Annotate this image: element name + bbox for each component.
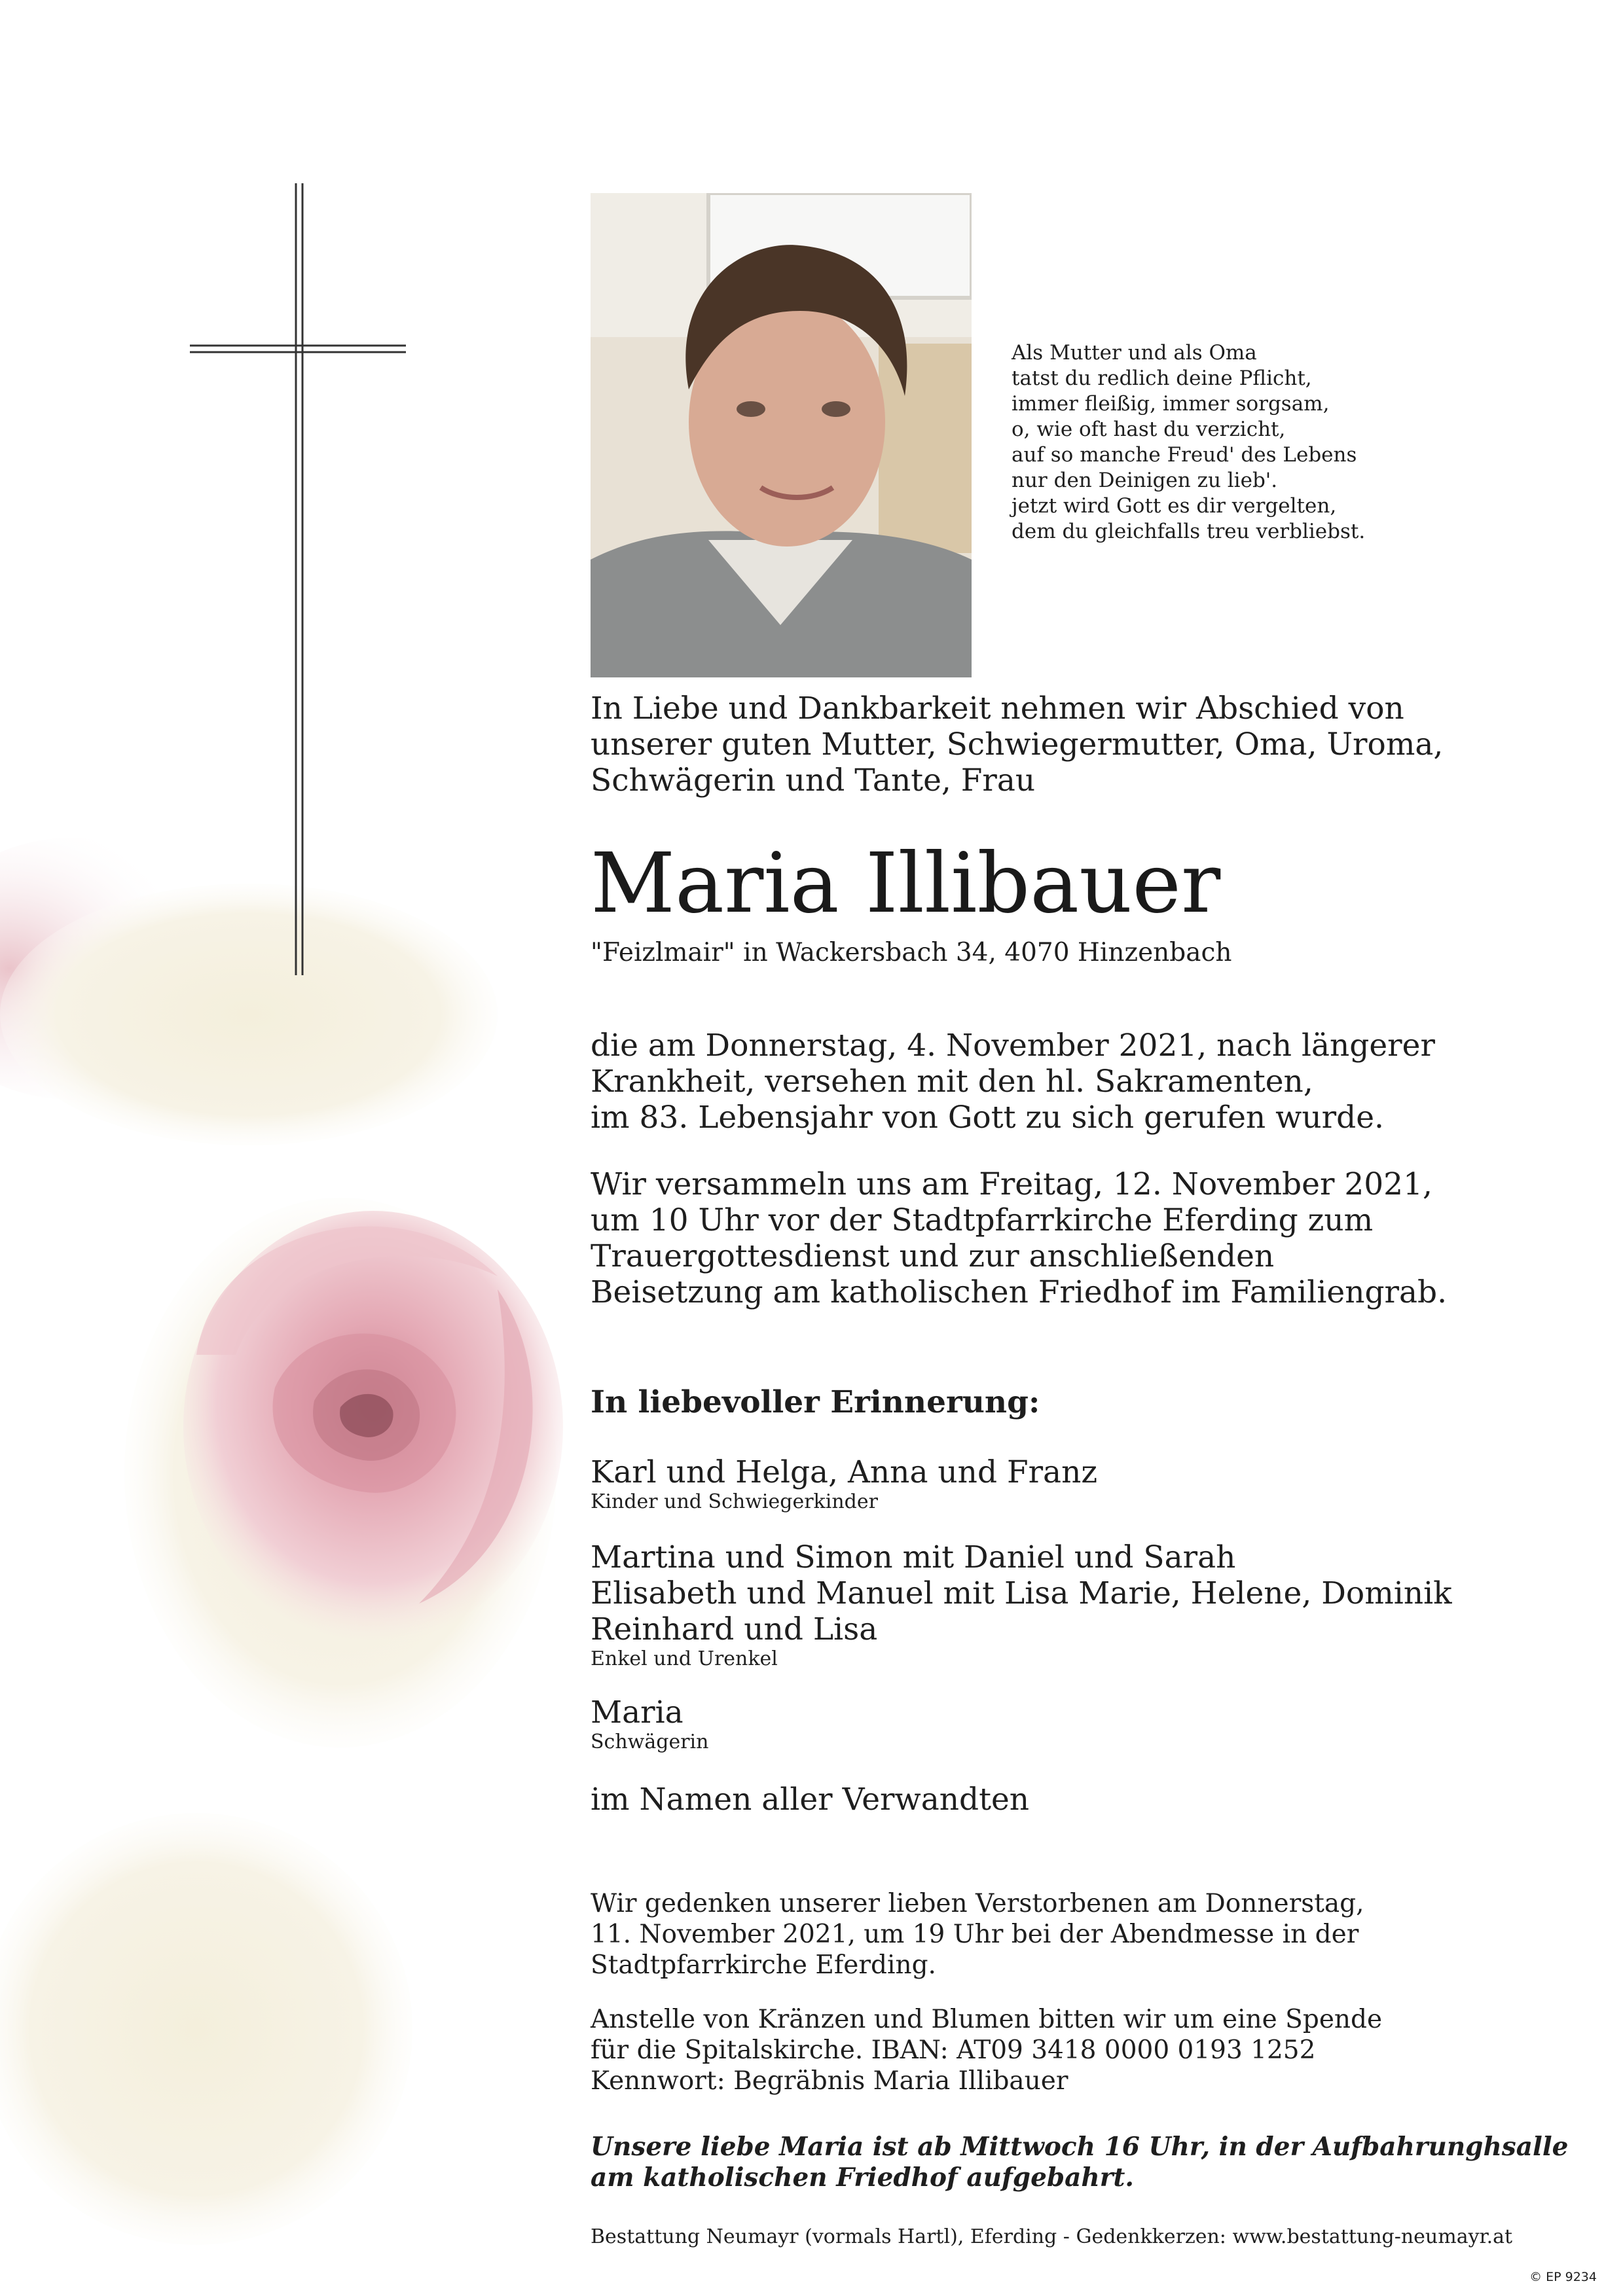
intro-line: In Liebe und Dankbarkeit nehmen wir Abschied von [591, 691, 1404, 726]
donation-notice [591, 2004, 1442, 2096]
funeral-line: Wir versammeln uns am Freitag, 12. November 2021, [591, 1166, 1432, 1202]
family-group-children [591, 1454, 1507, 1514]
poem-line: nur den Deinigen zu lieb'. [1012, 469, 1278, 492]
memory-heading: In liebevoller Erinnerung: [591, 1384, 1040, 1420]
portrait-photo [591, 193, 972, 677]
mass-line: Wir gedenken unserer lieben Verstorbenen am Donnerstag, [591, 1889, 1364, 1918]
poem-line: dem du gleichfalls treu verbliebst. [1012, 520, 1366, 543]
death-notice [591, 1028, 1442, 1136]
funeral-notice [591, 1166, 1448, 1310]
family-role: Kinder und Schwiegerkinder [591, 1490, 878, 1513]
family-names: Karl und Helga, Anna und Franz [591, 1454, 1098, 1490]
intro-text [591, 691, 1442, 798]
family-role: Schwägerin [591, 1731, 709, 1753]
document-code: © EP 9234 [1529, 2270, 1597, 2284]
family-group-sister-in-law [591, 1695, 1507, 1754]
family-group-grandchildren [591, 1539, 1507, 1671]
donation-line: Kennwort: Begräbnis Maria Illibauer [591, 2066, 1068, 2096]
family-role: Enkel und Urenkel [591, 1647, 778, 1670]
poem-line: Als Mutter und als Oma [1012, 341, 1257, 365]
donation-line: Anstelle von Kränzen und Blumen bitten wir um eine Spende [591, 2005, 1383, 2034]
poem [1012, 340, 1417, 545]
family-names: Reinhard und Lisa [591, 1611, 878, 1647]
family-names: Martina und Simon mit Daniel und Sarah [591, 1539, 1236, 1575]
death-line: im 83. Lebensjahr von Gott zu sich gerufen wurde. [591, 1100, 1384, 1136]
mass-notice [591, 1888, 1442, 1981]
poem-line: tatst du redlich deine Pflicht, [1012, 367, 1312, 390]
intro-line: unserer guten Mutter, Schwiegermutter, Oma, Uroma, [591, 726, 1444, 762]
viewing-line: Unsere liebe Maria ist ab Mittwoch 16 Uhr, in der Aufbahrunghsalle [591, 2132, 1569, 2162]
funeral-line: Beisetzung am katholischen Friedhof im Familiengrab. [591, 1274, 1448, 1310]
funeral-line: um 10 Uhr vor der Stadtpfarrkirche Eferding zum [591, 1202, 1374, 1238]
poem-line: auf so manche Freud' des Lebens [1012, 443, 1357, 467]
poem-line: immer fleißig, immer sorgsam, [1012, 392, 1330, 416]
donation-line: für die Spitalskirche. IBAN: AT09 3418 0000 0193 1252 [591, 2036, 1316, 2065]
deceased-name: Maria Illibauer [591, 835, 1221, 931]
death-line: die am Donnerstag, 4. November 2021, nach längerer [591, 1028, 1435, 1064]
intro-line: Schwägerin und Tante, Frau [591, 762, 1036, 798]
deceased-address: "Feizlmair" in Wackersbach 34, 4070 Hinzenbach [591, 938, 1232, 967]
death-line: Krankheit, versehen mit den hl. Sakramenten, [591, 1064, 1313, 1100]
cross-icon [190, 183, 426, 995]
footer-text: Bestattung Neumayr (vormals Hartl), Eferding - Gedenkkerzen: www.bestattung-neumayr.at [591, 2225, 1513, 2248]
family-names: Elisabeth und Manuel mit Lisa Marie, Helene, Dominik [591, 1575, 1452, 1611]
poem-line: jetzt wird Gott es dir vergelten, [1012, 494, 1337, 518]
closing-text: im Namen aller Verwandten [591, 1782, 1030, 1818]
viewing-notice [591, 2132, 1568, 2193]
family-names: Maria [591, 1695, 684, 1731]
rose-illustration [0, 818, 622, 2296]
viewing-line: am katholischen Friedhof aufgebahrt. [591, 2162, 1134, 2193]
relatives-closing [591, 1782, 1507, 1818]
funeral-line: Trauergottesdienst und zur anschließenden [591, 1238, 1275, 1274]
mass-line: 11. November 2021, um 19 Uhr bei der Abendmesse in der [591, 1920, 1359, 1949]
mass-line: Stadtpfarrkirche Eferding. [591, 1950, 936, 1980]
poem-line: o, wie oft hast du verzicht, [1012, 418, 1286, 441]
